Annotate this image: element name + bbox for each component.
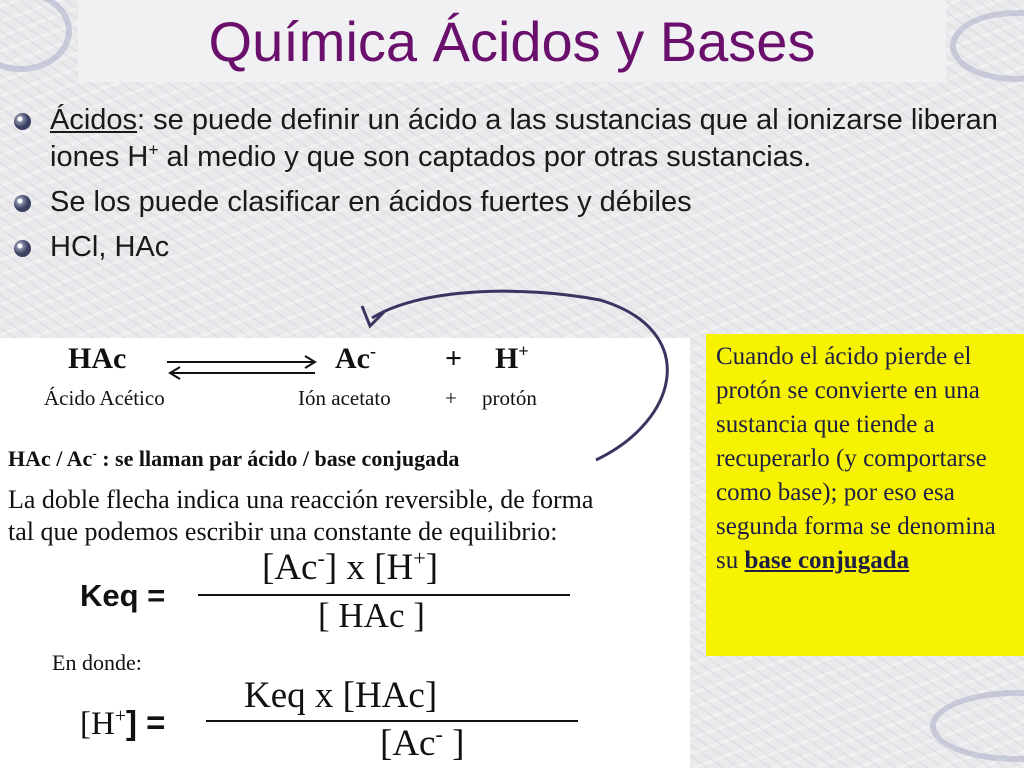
bullet-classification [14,184,1024,221]
h-denominator: [Ac- ] [380,721,465,764]
bullet-acids-definition [14,102,1024,176]
slide-title: Química Ácidos y Bases [208,10,816,73]
h-label: [H+] = [80,704,166,742]
label-proton: protón [482,386,537,410]
explanation-text: La doble flecha indica una reacción reversible, de forma tal que podemos escribir una constante de equilibrio: [8,485,594,546]
product-acetate: Ac- [335,341,376,375]
proton-charge: + [148,139,159,160]
conjugate-pair-text: HAc / Ac- : se llaman par ácido / base conjugada [8,445,460,471]
keq-label: Keq = [80,578,166,613]
label-acetate-ion: Ión acetato [298,386,391,410]
reactant-hac: HAc [68,342,127,375]
callout-text: Cuando el ácido pierde el protón se convierte en una sustancia que tiende a recuperarlo (y comportarse como base); por eso esa segunda forma se denomina su base conjugada [716,343,996,574]
bullet-examples [14,229,1024,266]
bullet-text: Se los puede clasificar en ácidos fuertes y débiles [50,186,692,218]
double-arrow-icon [165,354,320,380]
h-numerator: Keq x [HAc] [244,675,438,716]
keq-numerator: [Ac-] x [H+] [262,545,439,588]
bullet-icon [14,240,31,257]
product-proton: H+ [495,341,529,375]
reaction-plus: + [445,342,463,375]
acids-term: Ácidos [50,104,138,136]
label-acetic-acid: Ácido Acético [44,386,165,410]
bullet-icon [14,113,31,130]
bullet-text: HCl, HAc [50,231,170,263]
bullet-list [14,102,1024,274]
en-donde-text: En donde: [52,650,142,675]
keq-denominator: [ HAc ] [318,596,425,635]
bullet-icon [14,195,31,212]
acids-definition-text-end: al medio y que son captados por otras sustancias. [158,141,812,173]
acids-definition-text: : se puede definir un ácido a las sustancias que al ionizarse liberan iones H [50,104,998,173]
label-plus: + [445,386,457,410]
